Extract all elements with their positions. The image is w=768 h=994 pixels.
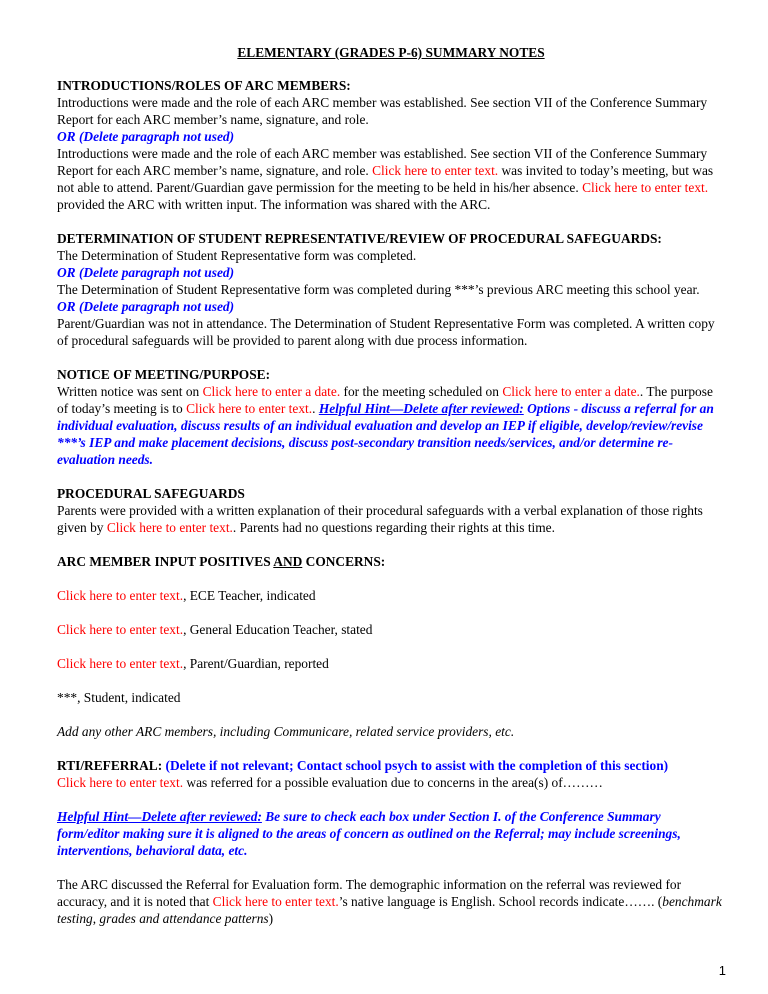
paragraph: Introductions were made and the role of each ARC member was established. See section VII of the Conference Summary Report for each ARC member’s name, signature, and role. (57, 95, 708, 127)
document-title: ELEMENTARY (GRADES P-6) SUMMARY NOTES (237, 45, 545, 60)
paragraph: The Determination of Student Representative form was completed during ***’s previous ARC meeting this school year. (57, 282, 700, 297)
text-placeholder[interactable]: Click here to enter text. (582, 180, 709, 195)
paragraph: The ARC discussed the Referral for Evaluation form. The demographic information on the referral was reviewed for accuracy, and it is noted that Click here to enter text.’s native language is English. School records indicate……. (benchmark testing, grades and attendance patterns) (57, 877, 722, 926)
text-placeholder[interactable]: Click here to enter text. (212, 894, 339, 909)
helpful-hint-label: Helpful Hint—Delete after reviewed: (57, 809, 262, 824)
member-input-parent: Click here to enter text., Parent/Guardian, reported (57, 656, 329, 671)
section-arc-member-input (57, 553, 725, 740)
section-heading: ARC MEMBER INPUT POSITIVES AND CONCERNS: (57, 554, 386, 569)
member-input-ece: Click here to enter text., ECE Teacher, indicated (57, 588, 316, 603)
or-delete-note: OR (Delete paragraph not used) (57, 299, 235, 314)
paragraph: Introductions were made and the role of each ARC member was established. See section VII of the Conference Summary Report for each ARC member’s name, signature, and role. Click here to enter text. was invited to today’s meeting, but was not able to attend. Parent/Guardian gave permission for the meeting to be held in his/her absence. Click here to enter text. provided the ARC with written input. The information was shared with the ARC. (57, 146, 714, 212)
date-placeholder[interactable]: Click here to enter a date. (502, 384, 640, 399)
section-rti-referral (57, 757, 725, 927)
section-determination (57, 230, 725, 349)
text-placeholder[interactable]: Click here to enter text. (57, 622, 184, 637)
paragraph: Parent/Guardian was not in attendance. The Determination of Student Representative Form was completed. A written copy of procedural safeguards will be provided to parent along with due process information. (57, 316, 715, 348)
helpful-hint-text: Be sure to check each box under Section I. of the Conference Summary form/editor making sure it is aligned to the areas of concern as outlined on the Referral; may include screenings, interventions, behavioral data, etc. (57, 809, 681, 858)
section-heading: INTRODUCTIONS/ROLES OF ARC MEMBERS: (57, 78, 351, 93)
page-number: 1 (718, 963, 726, 978)
text-placeholder[interactable]: Click here to enter text. (186, 401, 313, 416)
member-input-gen-ed: Click here to enter text., General Education Teacher, stated (57, 622, 373, 637)
paragraph: The Determination of Student Representative form was completed. (57, 248, 417, 263)
section-heading: PROCEDURAL SAFEGUARDS (57, 486, 245, 501)
paragraph: Click here to enter text. was referred for a possible evaluation due to concerns in the area(s) of……… (57, 775, 603, 790)
text-placeholder[interactable]: Click here to enter text. (372, 163, 499, 178)
date-placeholder[interactable]: Click here to enter a date. (202, 384, 341, 399)
section-procedural-safeguards (57, 485, 725, 536)
text-placeholder[interactable]: Click here to enter text. (57, 775, 184, 790)
paragraph: Written notice was sent on Click here to enter a date. for the meeting scheduled on Click here to enter a date.. The purpose of today’s meeting is to Click here to enter text.. Helpful Hint—Delete after reviewed: Options - discuss a referral for an individual evaluation, discuss results of an individual evaluation and develop an IEP if eligible, develop/review/revise ***’s IEP and make placement decisions, discuss post-secondary transition needs/services, and/or determine re-evaluation needs. (57, 384, 714, 467)
section-introductions (57, 77, 725, 213)
section-notice (57, 366, 725, 468)
member-input-note: Add any other ARC members, including Communicare, related service providers, etc. (57, 724, 515, 739)
or-delete-note: OR (Delete paragraph not used) (57, 265, 235, 280)
member-input-student: ***, Student, indicated (57, 690, 181, 705)
text-placeholder[interactable]: Click here to enter text. (57, 588, 184, 603)
section-heading: RTI/REFERRAL: (Delete if not relevant; Contact school psych to assist with the completion of this section) (57, 758, 669, 773)
document-page (57, 44, 725, 944)
or-delete-note: OR (Delete paragraph not used) (57, 129, 235, 144)
text-placeholder[interactable]: Click here to enter text. (106, 520, 233, 535)
helpful-hint-text: Options - discuss a referral for an individual evaluation, discuss results of an individual evaluation and develop an IEP if eligible, develop/review/revise ***’s IEP and make placement decisions, discuss post-secondary transition needs/services, and/or determine re-evaluation needs. (57, 401, 714, 467)
text-placeholder[interactable]: Click here to enter text. (57, 656, 184, 671)
helpful-hint-label: Helpful Hint—Delete after reviewed: (318, 401, 524, 416)
paragraph: Parents were provided with a written explanation of their procedural safeguards with a verbal explanation of those rights given by Click here to enter text.. Parents had no questions regarding their rights at this time. (57, 503, 703, 535)
helpful-hint-paragraph (57, 808, 725, 859)
section-heading: NOTICE OF MEETING/PURPOSE: (57, 367, 271, 382)
section-heading: DETERMINATION OF STUDENT REPRESENTATIVE/REVIEW OF PROCEDURAL SAFEGUARDS: (57, 231, 662, 246)
